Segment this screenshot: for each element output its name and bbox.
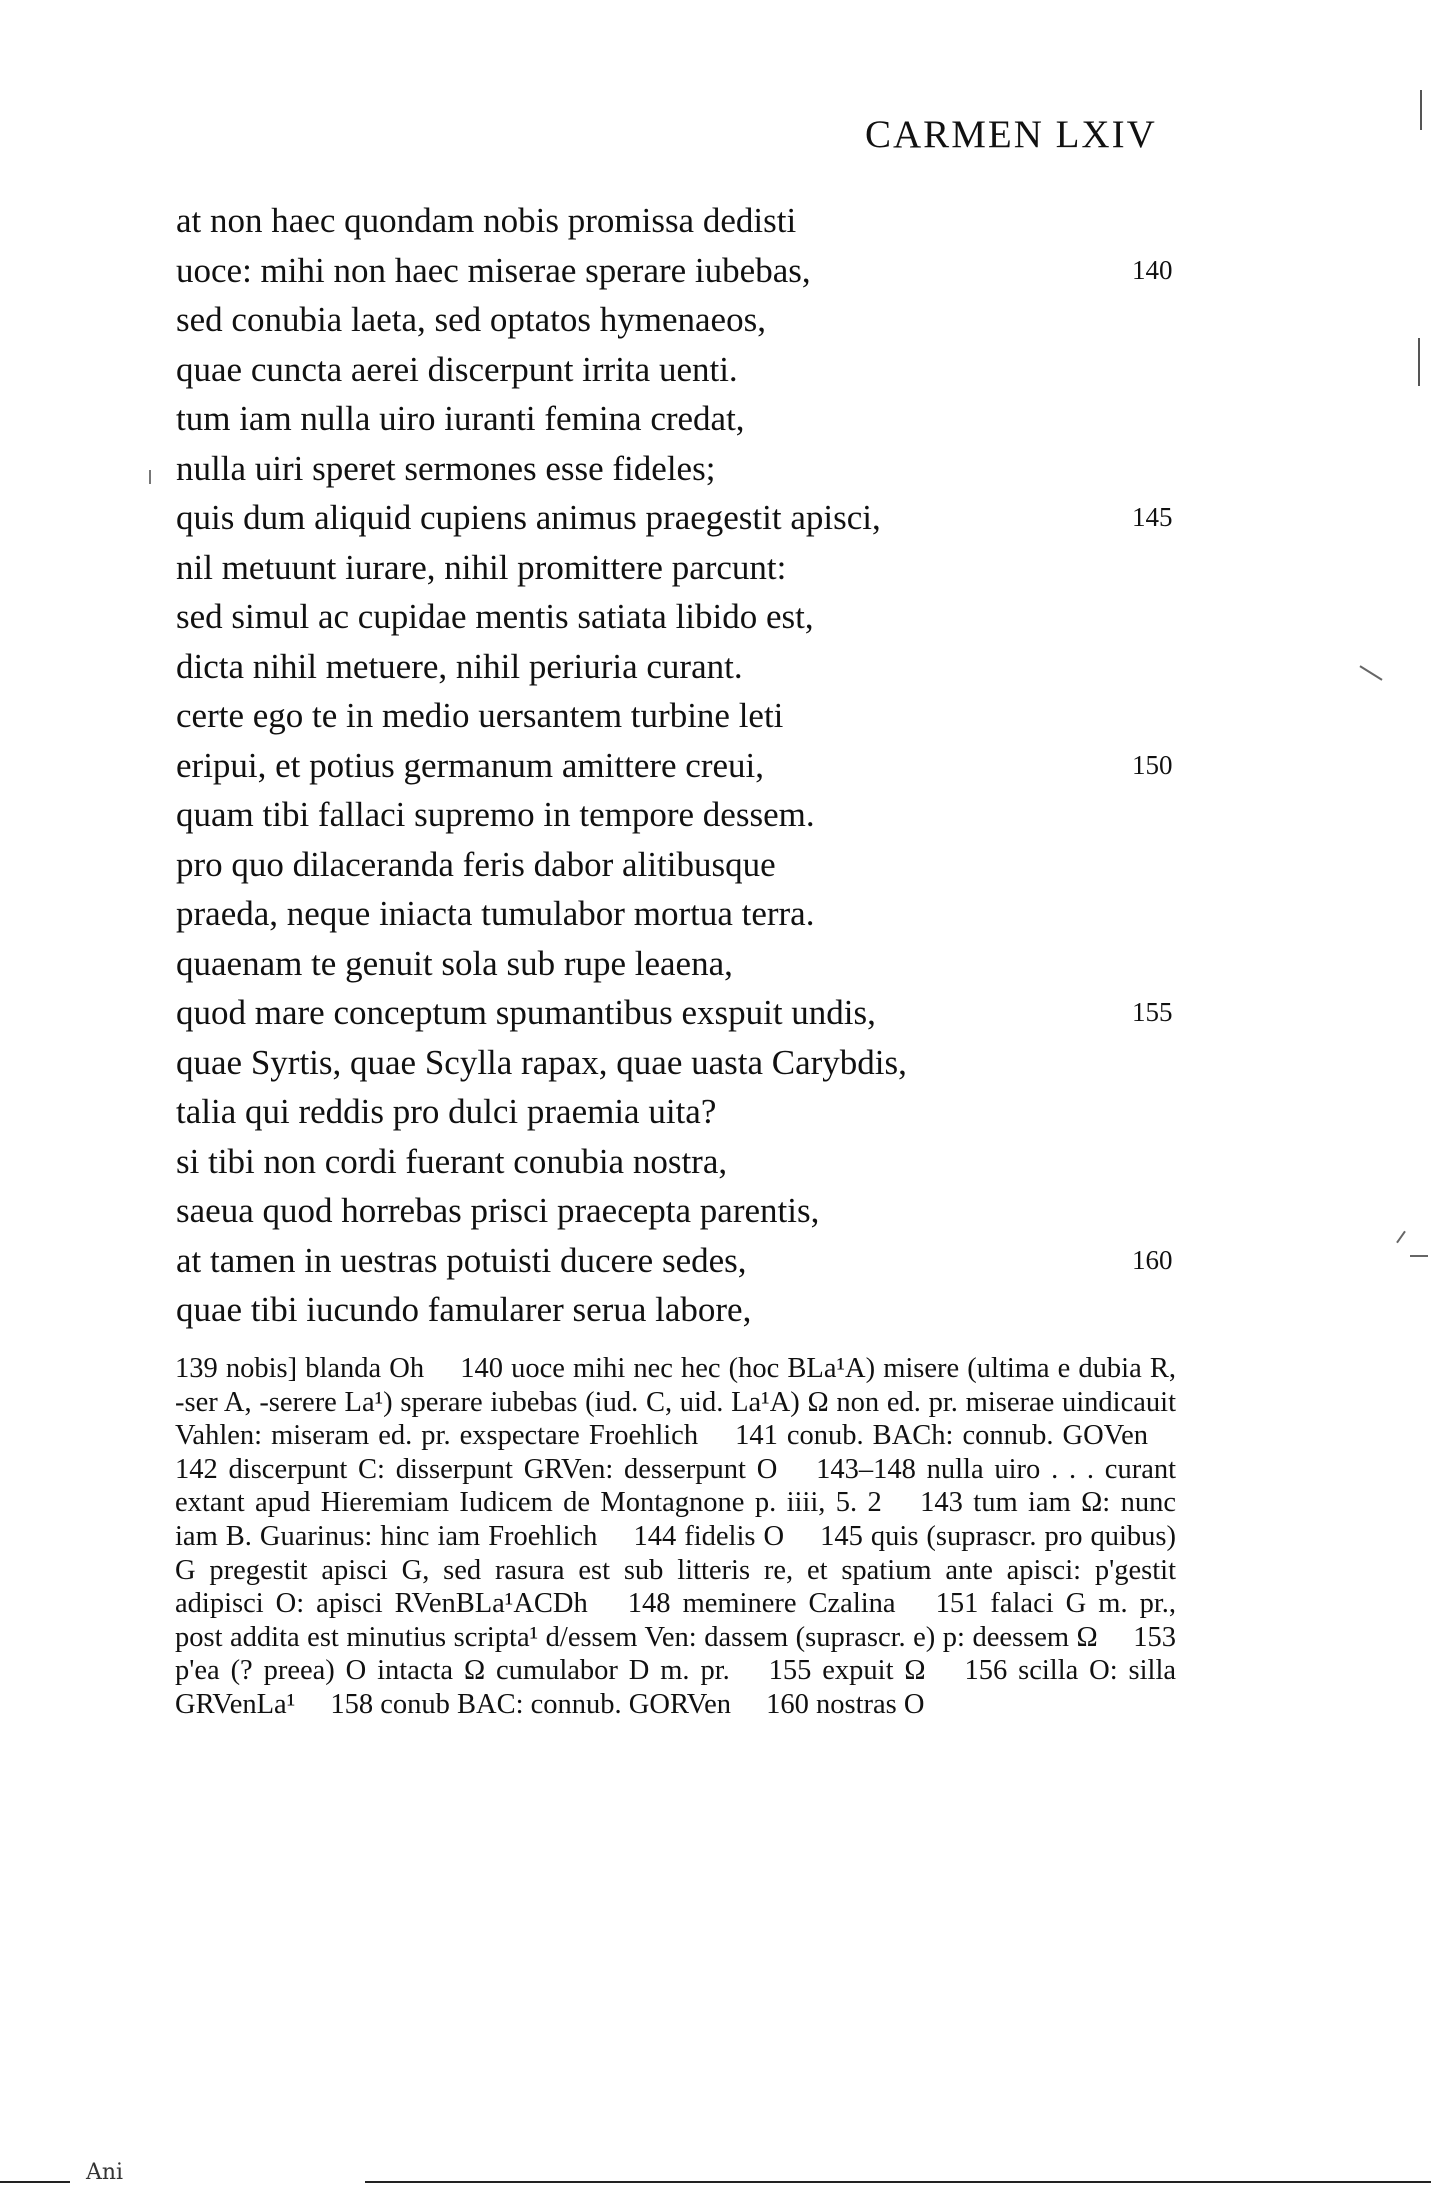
margin-mark: [1418, 338, 1420, 386]
footer-rule-long: [365, 2181, 1431, 2183]
verse-text: [176, 196, 1226, 1335]
apparatus-note: 148 meminere Czalina: [627, 1588, 896, 1620]
verse-line-text: quae cuncta aerei discerpunt irrita uenti.: [176, 349, 738, 389]
verse-line: [176, 1038, 1226, 1088]
verse-line-text: uoce: mihi non haec miserae sperare iubebas,: [176, 250, 811, 290]
apparatus-note: 140 uoce mihi nec hec (hoc BLa¹A) misere (ultima e dubia R, -ser A, -serere La¹) sperare iubebas (iud. C, uid. La¹A) Ω non ed. pr. miserae uindicauit Vahlen: miseram ed. pr. exspectare Froehlich: [175, 1353, 1176, 1452]
apparatus-note: 143 tum iam Ω: nunc iam B. Guarinus: hinc iam Froehlich: [175, 1487, 1177, 1552]
apparatus-note: 141 conub. BACh: connub. GOVen: [735, 1420, 1149, 1452]
verse-line: [176, 345, 1226, 395]
verse-line-text: praeda, neque iniacta tumulabor mortua terra.: [176, 894, 815, 933]
verse-line-text: sed conubia laeta, sed optatos hymenaeos,: [176, 300, 766, 339]
verse-line-text: at tamen in uestras potuisti ducere sedes,: [176, 1240, 747, 1280]
verse-line-text: pro quo dilaceranda feris dabor alitibusque: [176, 844, 776, 884]
footer-rule-short: [0, 2181, 70, 2183]
verse-line: [176, 790, 1226, 840]
verse-line: [176, 988, 1226, 1038]
verse-line: [176, 741, 1226, 791]
verse-line: [176, 543, 1226, 593]
verse-line-text: quam tibi fallaci supremo in tempore dessem.: [176, 795, 815, 834]
margin-mark: [1396, 1231, 1406, 1244]
verse-line: [176, 1236, 1226, 1286]
verse-line: [176, 196, 1226, 246]
line-number: 145: [1132, 502, 1173, 532]
margin-mark: [1420, 90, 1422, 130]
verse-line-text: quis dum aliquid cupiens animus praegestit apisci,: [176, 498, 881, 537]
verse-line: [176, 642, 1226, 692]
apparatus-note: 155 expuit Ω: [768, 1655, 926, 1687]
margin-mark: [1410, 1255, 1428, 1257]
apparatus-note: 151 falaci G m. pr., post addita est minutius scripta¹ d/essem Ven: dassem (suprascr. e) p: deessem Ω: [175, 1588, 1177, 1653]
verse-line-text: at non haec quondam nobis promissa dedisti: [176, 201, 797, 240]
apparatus-note: 142 discerpunt C: disserpunt GRVen: desserpunt O: [175, 1453, 778, 1485]
verse-line: [176, 246, 1226, 296]
verse-line: [176, 939, 1226, 989]
verse-line-text: nil metuunt iurare, nihil promittere parcunt:: [176, 547, 787, 587]
verse-line: [176, 691, 1226, 741]
verse-line-text: certe ego te in medio uersantem turbine leti: [176, 696, 784, 735]
apparatus-note: 145 quis (suprascr. pro quibus) G pregestit apisci G, sed rasura est sub litteris re, et spatium ante apisci: p'gestit adipisci O: apisci RVenBLa¹ACDh: [175, 1520, 1176, 1620]
footer-mark: Ani: [86, 2160, 124, 2185]
apparatus-paragraph: [175, 1352, 1176, 1722]
verse-line: [176, 592, 1226, 642]
verse-line-text: quae Syrtis, quae Scylla rapax, quae uasta Carybdis,: [176, 1042, 907, 1082]
apparatus-note: 153 p'ea (? preea) O intacta Ω cumulabor D m. pr.: [175, 1621, 1176, 1687]
verse-line-text: tum iam nulla uiro iuranti femina credat,: [176, 399, 745, 438]
line-number: 140: [1132, 254, 1173, 285]
verse-line: [176, 1285, 1226, 1335]
verse-line-text: si tibi non cordi fuerant conubia nostra,: [176, 1141, 728, 1181]
running-header: CARMEN LXIV: [865, 113, 1157, 156]
verse-line-text: saeua quod horrebas prisci praecepta parentis,: [176, 1191, 820, 1230]
apparatus-note: 144 fidelis O: [633, 1520, 785, 1552]
apparatus-note: 160 nostras O: [766, 1688, 925, 1720]
verse-line-text: quae tibi iucundo famularer serua labore,: [176, 1290, 752, 1329]
apparatus-note: 143–148 nulla uiro . . . curant extant apud Hieremiam Iudicem de Montagnone p. iiii, 5. 2: [175, 1453, 1177, 1519]
verse-line: [176, 295, 1226, 345]
verse-line: [176, 444, 1226, 494]
apparatus-note: 139 nobis] blanda Oh: [175, 1353, 425, 1384]
line-number: 160: [1132, 1244, 1173, 1275]
verse-line: [176, 1137, 1226, 1187]
verse-line-text: talia qui reddis pro dulci praemia uita?: [176, 1092, 717, 1131]
verse-line-text: quod mare conceptum spumantibus exspuit undis,: [176, 993, 876, 1032]
margin-mark: [149, 470, 151, 484]
critical-apparatus: [175, 1352, 1176, 1722]
apparatus-note: 156 scilla O: silla GRVenLa¹: [175, 1655, 1177, 1720]
verse-line-text: eripui, et potius germanum amittere creui,: [176, 745, 764, 785]
margin-mark: [1359, 665, 1382, 680]
line-number: 155: [1132, 997, 1173, 1027]
verse-line-text: sed simul ac cupidae mentis satiata libido est,: [176, 597, 814, 636]
verse-line: [176, 493, 1226, 543]
verse-line-text: dicta nihil metuere, nihil periuria curant.: [176, 646, 743, 686]
verse-line: [176, 1186, 1226, 1236]
verse-line: [176, 394, 1226, 444]
verse-line: [176, 1087, 1226, 1137]
verse-line-text: nulla uiri speret sermones esse fideles;: [176, 448, 716, 488]
verse-line: [176, 840, 1226, 890]
line-number: 150: [1132, 749, 1173, 780]
apparatus-note: 158 conub BAC: connub. GORVen: [330, 1688, 732, 1720]
verse-line-text: quaenam te genuit sola sub rupe leaena,: [176, 943, 733, 983]
verse-line: [176, 889, 1226, 939]
